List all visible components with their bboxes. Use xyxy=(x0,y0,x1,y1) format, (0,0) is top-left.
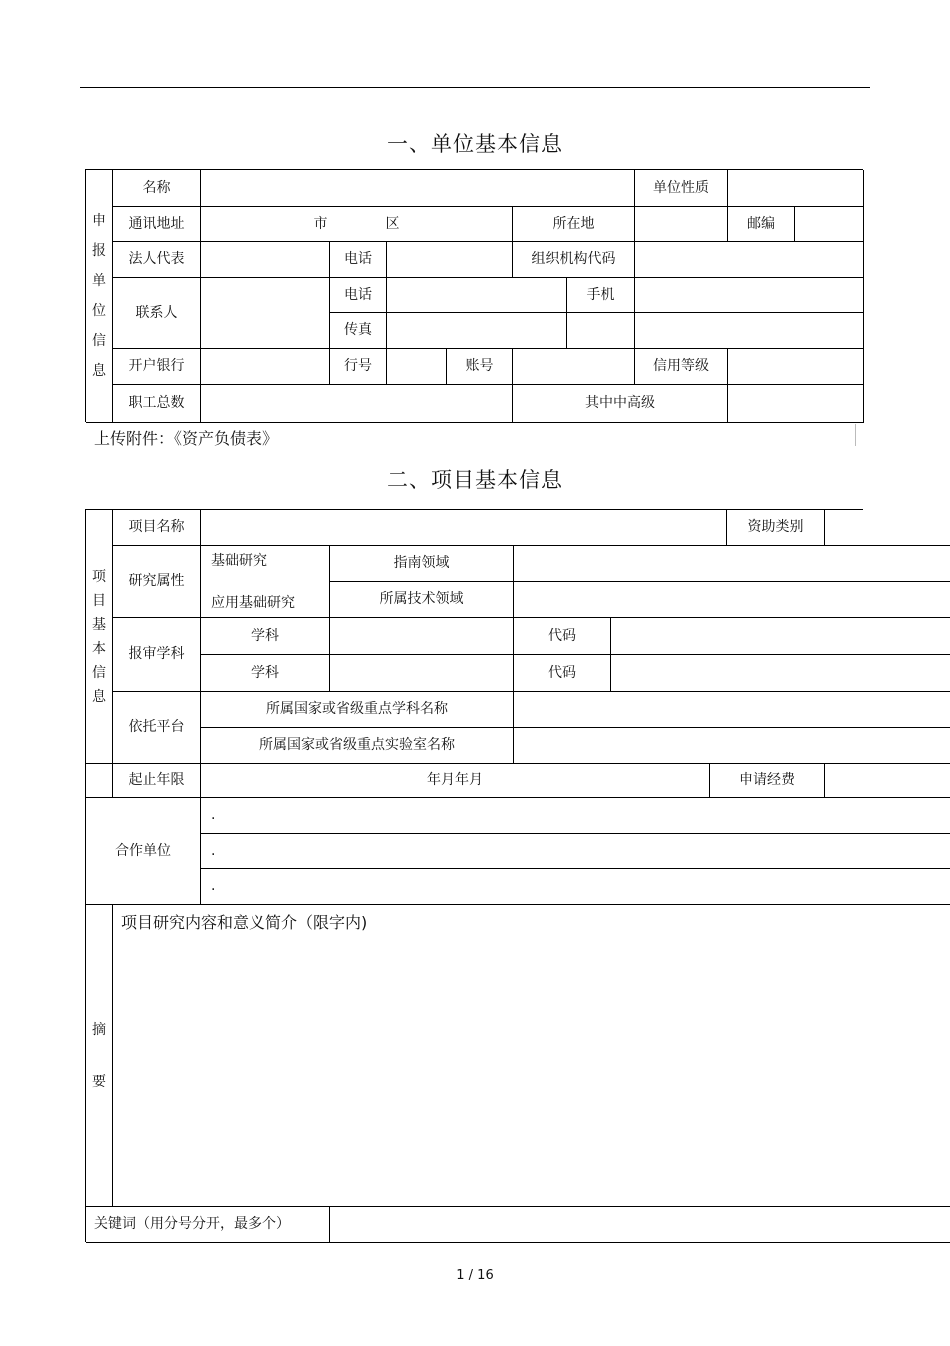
side-char: 信 xyxy=(92,333,106,349)
project-name-label: 项目名称 xyxy=(113,510,201,546)
contact-phone-label: 电话 xyxy=(330,278,387,313)
org-code-label: 组织机构代码 xyxy=(513,242,635,278)
period-field[interactable]: 年月年月 xyxy=(201,764,710,798)
period-label: 起止年限 xyxy=(113,764,201,798)
nature-field[interactable] xyxy=(728,170,864,207)
tech-field-field[interactable] xyxy=(514,582,950,618)
side-char: 息 xyxy=(92,688,106,705)
senior-field[interactable] xyxy=(728,385,864,423)
section1-title: 一、单位基本信息 xyxy=(387,132,563,156)
side-char: 摘 xyxy=(92,1021,106,1038)
subject-field[interactable] xyxy=(330,618,514,655)
basic-research-option[interactable]: 基础研究 xyxy=(211,553,267,569)
platform-label: 依托平台 xyxy=(113,692,201,764)
city-label: 市 xyxy=(313,215,328,232)
side-char: 本 xyxy=(92,640,106,657)
unit-side-label xyxy=(86,170,113,423)
subject2-field[interactable] xyxy=(330,655,514,692)
partner-label: 合作单位 xyxy=(86,798,201,905)
fax-extra-cell-2[interactable] xyxy=(635,313,864,349)
subject2-label: 学科 xyxy=(201,655,330,692)
guide-field-label: 指南领域 xyxy=(330,546,514,582)
partner-row[interactable]: . xyxy=(201,869,950,905)
fax-label: 传真 xyxy=(330,313,387,349)
contact-phone-field[interactable] xyxy=(387,278,567,313)
fax-field[interactable] xyxy=(387,313,567,349)
postcode-label: 邮编 xyxy=(728,207,795,242)
fax-extra-cell[interactable] xyxy=(567,313,635,349)
address-label: 通讯地址 xyxy=(113,207,201,242)
side-char: 信 xyxy=(92,664,106,681)
side-char: 单 xyxy=(92,273,106,289)
name-field[interactable] xyxy=(201,170,635,207)
legal-rep-field[interactable] xyxy=(201,242,330,278)
research-attr-label: 研究属性 xyxy=(113,546,201,618)
key-lab-field[interactable] xyxy=(514,728,950,764)
guide-field-field[interactable] xyxy=(514,546,950,582)
keywords-label: 关键词（用分号分开，最多个） xyxy=(86,1207,330,1243)
location-field[interactable] xyxy=(635,207,728,242)
postcode-field[interactable] xyxy=(795,207,864,242)
key-discipline-label: 所属国家或省级重点学科名称 xyxy=(201,692,514,728)
abstract-field[interactable] xyxy=(113,905,950,1207)
address-field[interactable] xyxy=(201,207,513,242)
mobile-label: 手机 xyxy=(567,278,635,313)
code2-field[interactable] xyxy=(611,655,950,692)
key-discipline-field[interactable] xyxy=(514,692,950,728)
page-number: 1 / 16 xyxy=(456,1268,494,1283)
applied-research-option[interactable]: 应用基础研究 xyxy=(211,595,295,611)
side-char: 目 xyxy=(92,592,106,609)
bank-no-label: 行号 xyxy=(330,349,387,385)
period-side-cell xyxy=(86,764,113,798)
code-label: 代码 xyxy=(514,618,611,655)
credit-field[interactable] xyxy=(728,349,864,385)
subject-review-label: 报审学科 xyxy=(113,618,201,692)
contact-field[interactable] xyxy=(201,278,330,349)
key-lab-label: 所属国家或省级重点实验室名称 xyxy=(201,728,514,764)
tech-field-label: 所属技术领域 xyxy=(330,582,514,618)
header-rule xyxy=(80,87,870,88)
upload-attachment[interactable] xyxy=(92,424,856,446)
bank-no-field[interactable] xyxy=(387,349,447,385)
contact-label: 联系人 xyxy=(113,278,201,349)
nature-label: 单位性质 xyxy=(635,170,728,207)
unit-info-table xyxy=(85,169,863,422)
code2-label: 代码 xyxy=(514,655,611,692)
project-name-field[interactable] xyxy=(201,510,727,546)
research-attr-options[interactable] xyxy=(201,546,330,618)
bank-label: 开户银行 xyxy=(113,349,201,385)
mobile-field[interactable] xyxy=(635,278,864,313)
subject-label: 学科 xyxy=(201,618,330,655)
side-char: 息 xyxy=(92,363,106,379)
staff-field[interactable] xyxy=(201,385,513,423)
partner-row[interactable]: . xyxy=(201,834,950,869)
abstract-heading: 项目研究内容和意义简介（限字内) xyxy=(121,913,368,932)
budget-label: 申请经费 xyxy=(710,764,825,798)
side-char: 基 xyxy=(92,616,106,633)
upload-label: 上传附件：《资产负债表》 xyxy=(94,429,279,448)
project-side-label xyxy=(86,510,113,764)
side-char: 申 xyxy=(92,213,106,229)
name-label: 名称 xyxy=(113,170,201,207)
senior-label: 其中中高级 xyxy=(513,385,728,423)
section2-title: 二、项目基本信息 xyxy=(387,468,563,492)
side-char: 项 xyxy=(92,568,106,585)
project-info-table xyxy=(85,509,863,1242)
partner-row[interactable]: . xyxy=(201,798,950,834)
district-label: 区 xyxy=(385,215,400,232)
side-char: 报 xyxy=(92,243,106,259)
staff-label: 职工总数 xyxy=(113,385,201,423)
budget-field[interactable] xyxy=(825,764,950,798)
credit-label: 信用等级 xyxy=(635,349,728,385)
org-code-field[interactable] xyxy=(635,242,864,278)
phone-field[interactable] xyxy=(387,242,513,278)
keywords-field[interactable] xyxy=(330,1207,950,1243)
account-field[interactable] xyxy=(513,349,635,385)
funding-type-field[interactable] xyxy=(825,510,950,546)
legal-rep-label: 法人代表 xyxy=(113,242,201,278)
side-char: 要 xyxy=(92,1073,106,1090)
code-field[interactable] xyxy=(611,618,950,655)
side-char: 位 xyxy=(92,303,106,319)
bank-field[interactable] xyxy=(201,349,330,385)
funding-type-label: 资助类别 xyxy=(727,510,825,546)
account-label: 账号 xyxy=(447,349,513,385)
location-label: 所在地 xyxy=(513,207,635,242)
phone-label: 电话 xyxy=(330,242,387,278)
abstract-side-label xyxy=(86,905,113,1207)
